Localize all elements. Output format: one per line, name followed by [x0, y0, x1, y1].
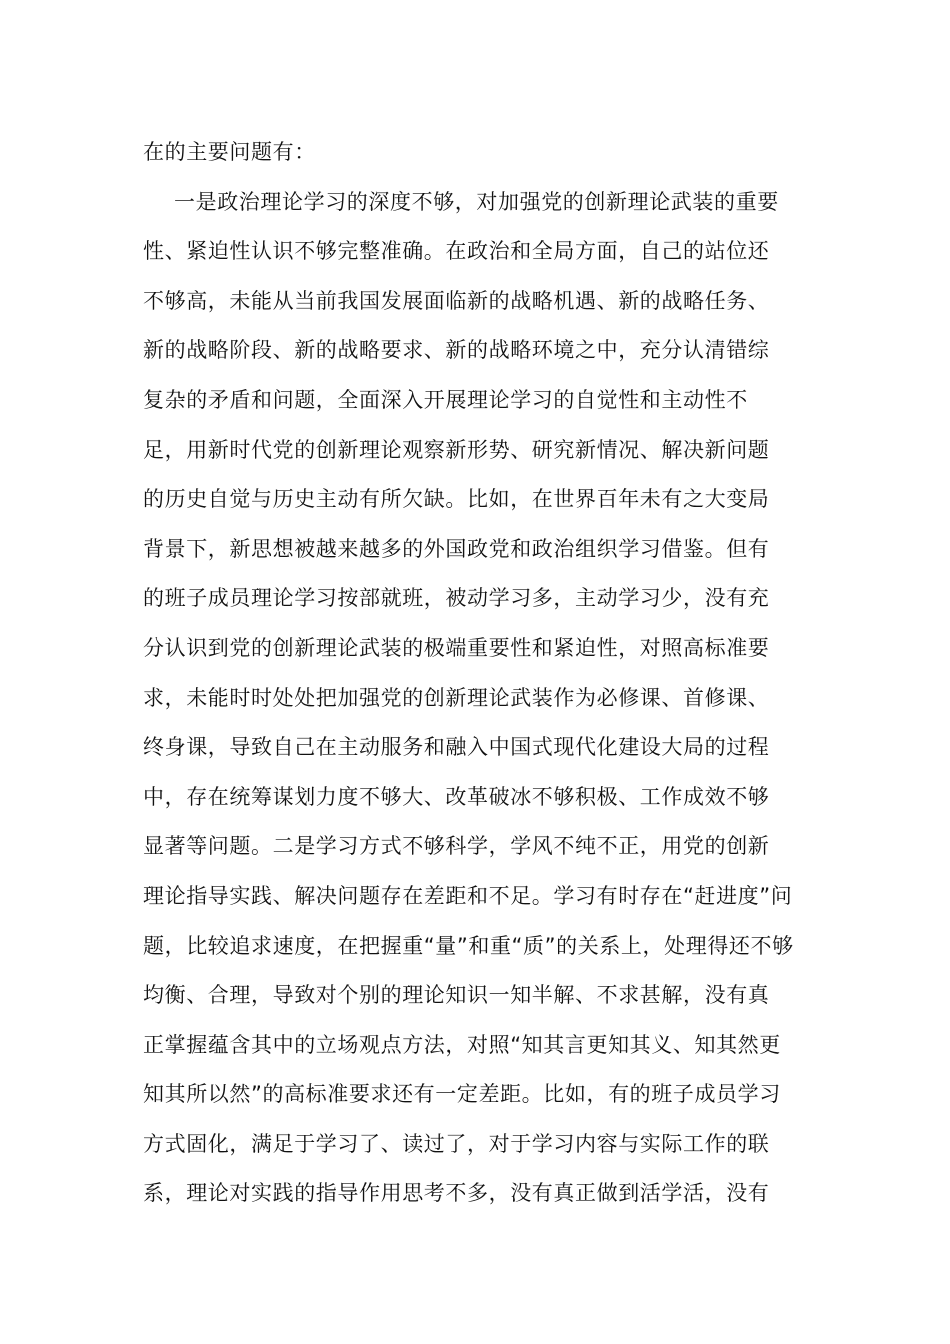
text-line: 的班子成员理论学习按部就班，被动学习多，主动学习少，没有充 [143, 586, 770, 611]
text-line: 在的主要问题有： [143, 140, 316, 164]
body-text [143, 128, 811, 1219]
text-line: 性、紧迫性认识不够完整准确。在政治和全局方面，自己的站位还 [143, 239, 770, 264]
text-line: 新的战略阶段、新的战略要求、新的战略环境之中，充分认清错综 [143, 338, 770, 363]
text-line: 一是政治理论学习的深度不够，对加强党的创新理论武装的重要 [174, 189, 779, 214]
text-line: 中，存在统筹谋划力度不够大、改革破冰不够积极、工作成效不够 [143, 784, 770, 809]
text-line: 求，未能时时处处把加强党的创新理论武装作为必修课、首修课、 [143, 685, 770, 710]
text-line: 足，用新时代党的创新理论观察新形势、研究新情况、解决新问题 [143, 437, 770, 462]
text-line: 的历史自觉与历史主动有所欠缺。比如，在世界百年未有之大变局 [143, 487, 770, 512]
text-line: 显著等问题。二是学习方式不够科学，学风不纯不正，用党的创新 [143, 834, 770, 859]
text-line: 理论指导实践、解决问题存在差距和不足。学习有时存在“赶进度”问 [143, 883, 793, 908]
text-line: 系，理论对实践的指导作用思考不多，没有真正做到活学活，没有 [143, 1181, 770, 1206]
text-line: 分认识到党的创新理论武装的极端重要性和紧迫性，对照高标准要 [143, 635, 770, 660]
text-line: 题，比较追求速度，在把握重“量”和重“质”的关系上，处理得还不够 [143, 933, 794, 958]
text-line: 不够高，未能从当前我国发展面临新的战略机遇、新的战略任务、 [143, 288, 770, 313]
text-line: 背景下，新思想被越来越多的外国政党和政治组织学习借鉴。但有 [143, 536, 770, 561]
text-line: 方式固化，满足于学习了、读过了，对于学习内容与实际工作的联 [143, 1131, 770, 1156]
text-line: 复杂的矛盾和问题，全面深入开展理论学习的自觉性和主动性不 [143, 387, 748, 412]
text-line: 知其所以然”的高标准要求还有一定差距。比如，有的班子成员学习 [143, 1082, 781, 1107]
text-line: 终身课，导致自己在主动服务和融入中国式现代化建设大局的过程 [143, 735, 770, 760]
text-line: 正掌握蕴含其中的立场观点方法，对照“知其言更知其义、知其然更 [143, 1032, 781, 1057]
text-line: 均衡、合理，导致对个别的理论知识一知半解、不求甚解，没有真 [143, 983, 770, 1008]
